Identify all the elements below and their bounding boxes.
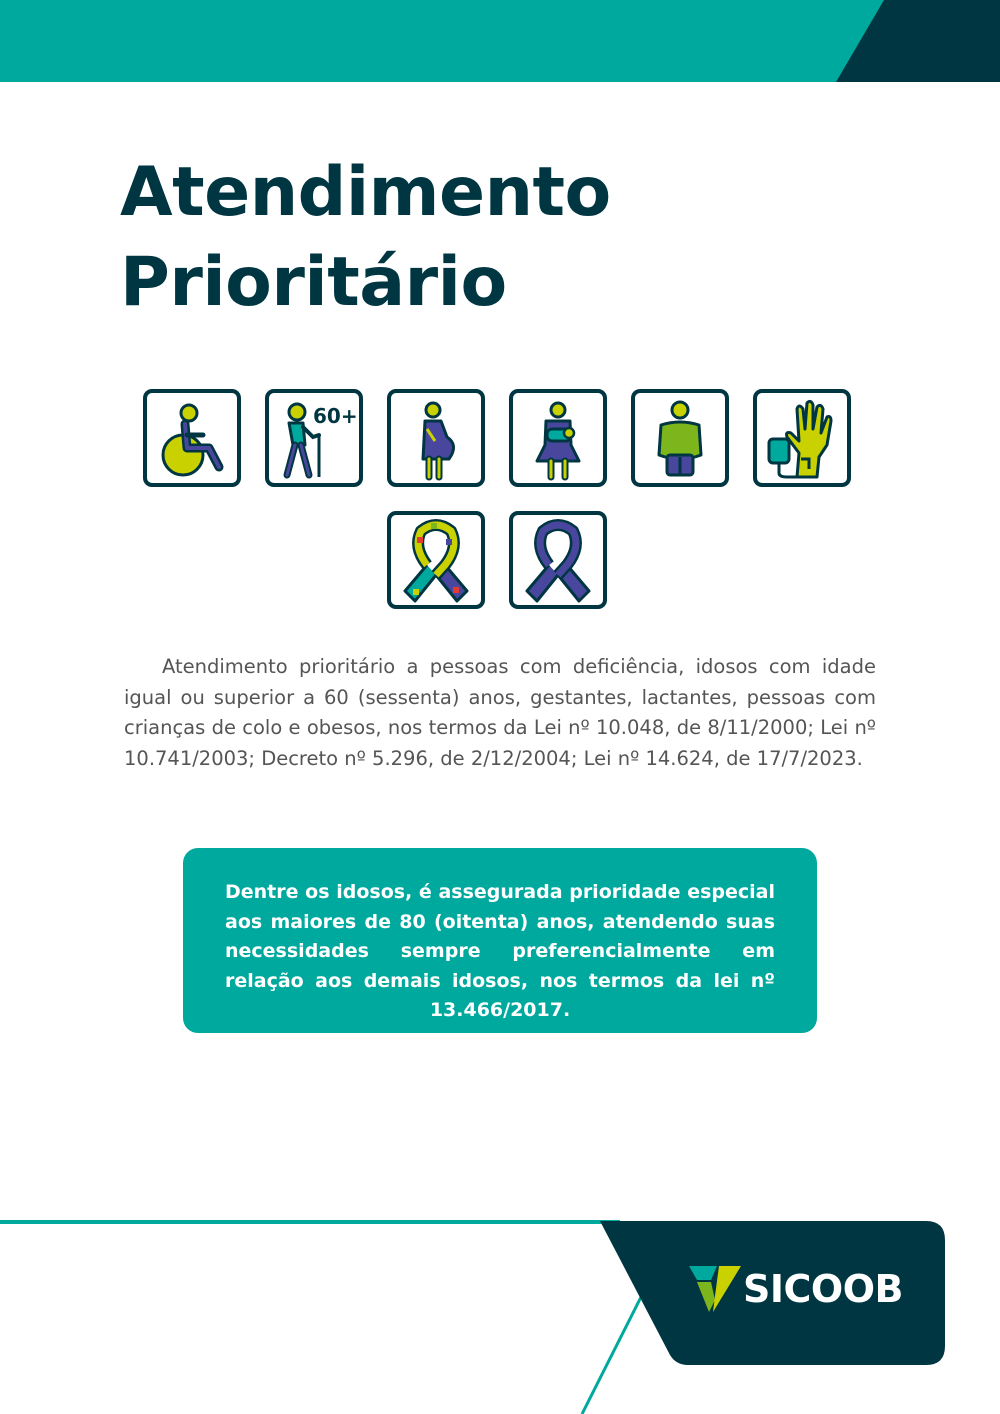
person-with-baby-icon bbox=[509, 389, 607, 487]
title-line-1: Atendimento bbox=[120, 153, 611, 232]
pregnant-woman-icon bbox=[387, 389, 485, 487]
callout-text: Dentre os idosos, é assegurada prioridade especial aos maiores de 80 (oitenta) anos, atendendo suas necessidades sempre preferencialmente em relação aos demais idosos, nos termos da lei nº 13.466/2017. bbox=[225, 881, 775, 1021]
page-title bbox=[120, 148, 820, 328]
purple-ribbon-icon bbox=[509, 511, 607, 609]
obese-person-icon bbox=[631, 389, 729, 487]
priority-service-description: Atendimento prioritário a pessoas com deficiência, idosos com idade igual ou superior a 60 (sessenta) anos, gestantes, lactantes, pessoas com crianças de colo e obesos, nos termos da Lei nº 10.048, de 8/11/2000; Lei nº 10.741/2003; Decreto nº 5.296, de 2/12/2004; Lei nº 14.624, de 17/7/2023. bbox=[124, 655, 876, 770]
header-band bbox=[0, 0, 1000, 82]
elderly-60-plus-icon bbox=[265, 389, 363, 487]
blood-donor-hand-icon bbox=[753, 389, 851, 487]
age-badge: 60+ bbox=[313, 404, 358, 428]
elderly-priority-callout bbox=[183, 848, 817, 1033]
brand-name: SICOOB bbox=[743, 1267, 903, 1311]
wheelchair-icon bbox=[143, 389, 241, 487]
sicoob-logo-mark-icon bbox=[689, 1266, 741, 1314]
title-line-2: Prioritário bbox=[120, 243, 507, 322]
autism-awareness-ribbon-icon bbox=[387, 511, 485, 609]
